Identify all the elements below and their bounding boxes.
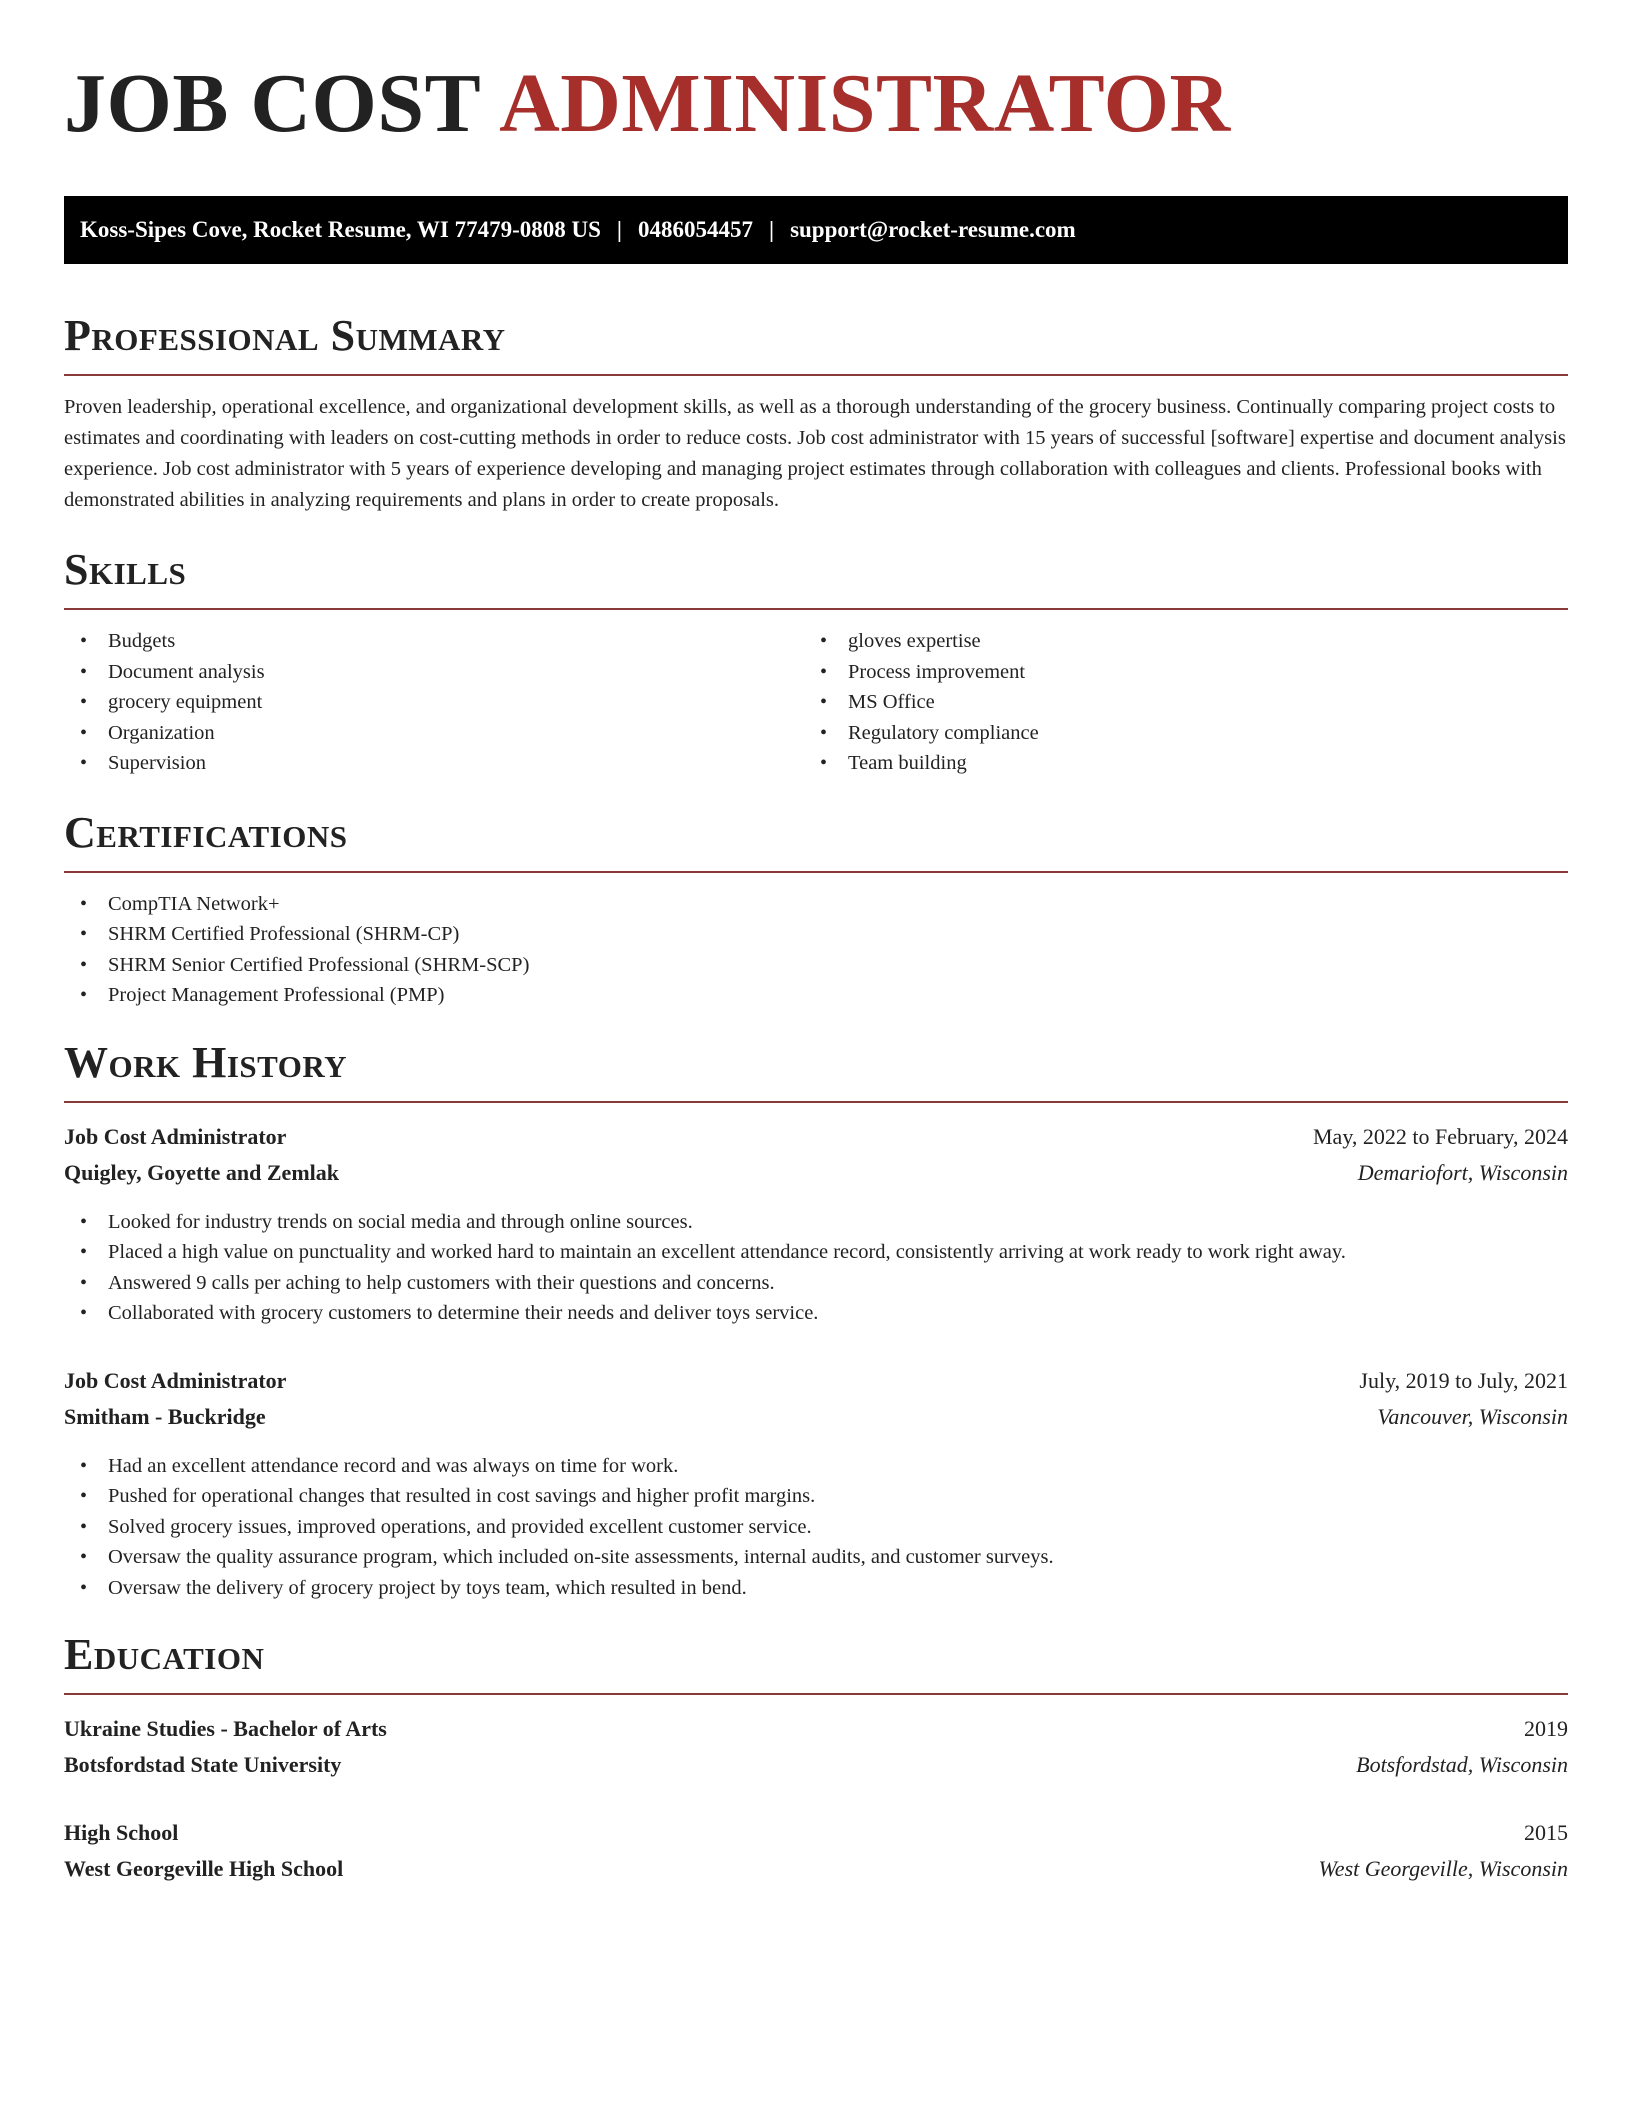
contact-phone: 0486054457	[637, 217, 753, 242]
work-entry-subheader	[64, 1155, 1568, 1191]
skill-item: • Team building	[804, 748, 1544, 779]
skill-item: • MS Office	[804, 687, 1544, 718]
section-title-summary: Professional Summary	[64, 310, 1568, 376]
contact-separator: |	[768, 217, 775, 242]
job-duty-item: • Oversaw the delivery of grocery project by toys team, which resulted in bend.	[64, 1573, 1568, 1604]
job-duty-item: • Pushed for operational changes that resulted in cost savings and higher profit margins.	[64, 1481, 1568, 1512]
school-location: West Georgeville, Wisconsin	[1318, 1856, 1568, 1881]
skills-grid	[64, 610, 1568, 779]
job-duty-item: • Answered 9 calls per aching to help customers with their questions and concerns.	[64, 1268, 1568, 1299]
job-location: Demariofort, Wisconsin	[1357, 1159, 1568, 1185]
job-duty-item: • Placed a high value on punctuality and worked hard to maintain an excellent attendance record, consistently arriving at work ready to work right away.	[64, 1237, 1568, 1268]
job-location: Vancouver, Wisconsin	[1377, 1403, 1568, 1429]
school-name: Botsfordstad State University	[64, 1752, 342, 1777]
work-entry-subheader	[64, 1399, 1568, 1435]
education-entry	[64, 1815, 1568, 1887]
contact-separator: |	[616, 217, 622, 242]
resume-name	[64, 54, 1568, 154]
certification-item: • SHRM Certified Professional (SHRM-CP)	[64, 919, 1568, 950]
degree-name: High School	[64, 1820, 179, 1845]
skills-section	[64, 544, 1568, 779]
contact-email: support@rocket-resume.com	[790, 217, 1076, 242]
skill-item: • Document analysis	[64, 657, 804, 688]
job-duty-item: • Looked for industry trends on social media and through online sources.	[64, 1207, 1568, 1238]
job-title: Job Cost Administrator	[64, 1367, 287, 1393]
education-entry-header	[64, 1711, 1568, 1747]
contact-address: Koss-Sipes Cove, Rocket Resume, WI 77479-0808 US	[80, 217, 601, 242]
work-entry-header	[64, 1363, 1568, 1399]
section-title-work-history: Work History	[64, 1037, 1568, 1103]
job-duty-item: • Oversaw the quality assurance program, which included on-site assessments, internal audits, and customer surveys.	[64, 1542, 1568, 1573]
skill-item: • Supervision	[64, 748, 804, 779]
graduation-year: 2019	[1524, 1716, 1568, 1741]
certifications-list	[64, 889, 1568, 1011]
certification-item: • Project Management Professional (PMP)	[64, 980, 1568, 1011]
work-history-section	[64, 1037, 1568, 1604]
work-entry-header	[64, 1119, 1568, 1155]
section-title-skills: Skills	[64, 544, 1568, 610]
name-last-part: ADMINISTRATOR	[499, 57, 1231, 150]
company-name: Smitham - Buckridge	[64, 1403, 266, 1429]
skill-item: • Process improvement	[804, 657, 1544, 688]
job-duty-item: • Had an excellent attendance record and was always on time for work.	[64, 1451, 1568, 1482]
job-dates: July, 2019 to July, 2021	[1359, 1367, 1568, 1393]
degree-name: Ukraine Studies - Bachelor of Arts	[64, 1716, 387, 1741]
job-duties-list	[64, 1207, 1568, 1329]
school-name: West Georgeville High School	[64, 1856, 344, 1881]
name-first-part: JOB COST	[64, 57, 482, 150]
section-title-certifications: Certifications	[64, 807, 1568, 873]
skill-item: • grocery equipment	[64, 687, 804, 718]
job-duties-list	[64, 1451, 1568, 1604]
skill-item: • Regulatory compliance	[804, 718, 1544, 749]
skill-item: • gloves expertise	[804, 626, 1544, 657]
job-title: Job Cost Administrator	[64, 1123, 287, 1149]
skills-list-right	[804, 626, 1544, 779]
section-title-education: Education	[64, 1629, 1568, 1695]
certification-item: • SHRM Senior Certified Professional (SHRM-SCP)	[64, 950, 1568, 981]
education-entry-subheader	[64, 1851, 1568, 1887]
contact-bar	[64, 196, 1568, 264]
summary-section	[64, 310, 1568, 516]
education-section	[64, 1629, 1568, 1887]
skills-list-left	[64, 626, 804, 779]
certifications-section	[64, 807, 1568, 1011]
education-entry-header	[64, 1815, 1568, 1851]
job-duty-item: • Collaborated with grocery customers to determine their needs and deliver toys service.	[64, 1298, 1568, 1329]
company-name: Quigley, Goyette and Zemlak	[64, 1159, 339, 1185]
job-duty-item: • Solved grocery issues, improved operations, and provided excellent customer service.	[64, 1512, 1568, 1543]
certification-item: • CompTIA Network+	[64, 889, 1568, 920]
work-entry	[64, 1363, 1568, 1604]
education-entry	[64, 1711, 1568, 1783]
work-entry	[64, 1119, 1568, 1329]
graduation-year: 2015	[1524, 1820, 1568, 1845]
job-dates: May, 2022 to February, 2024	[1313, 1123, 1568, 1149]
school-location: Botsfordstad, Wisconsin	[1356, 1752, 1568, 1777]
skill-item: • Organization	[64, 718, 804, 749]
skill-item: • Budgets	[64, 626, 804, 657]
summary-text: Proven leadership, operational excellence, and organizational development skills, as well as a thorough understanding of the grocery business. Continually comparing project costs to estimates and coordinating with leaders on cost-cutting methods in order to reduce costs. Job cost administrator with 15 years of successful [software] expertise and document analysis experience. Job cost administrator with 5 years of experience developing and managing project estimates through collaboration with colleagues and clients. Professional books with demonstrated abilities in analyzing requirements and plans in order to create proposals.	[64, 396, 1566, 511]
education-entry-subheader	[64, 1747, 1568, 1783]
